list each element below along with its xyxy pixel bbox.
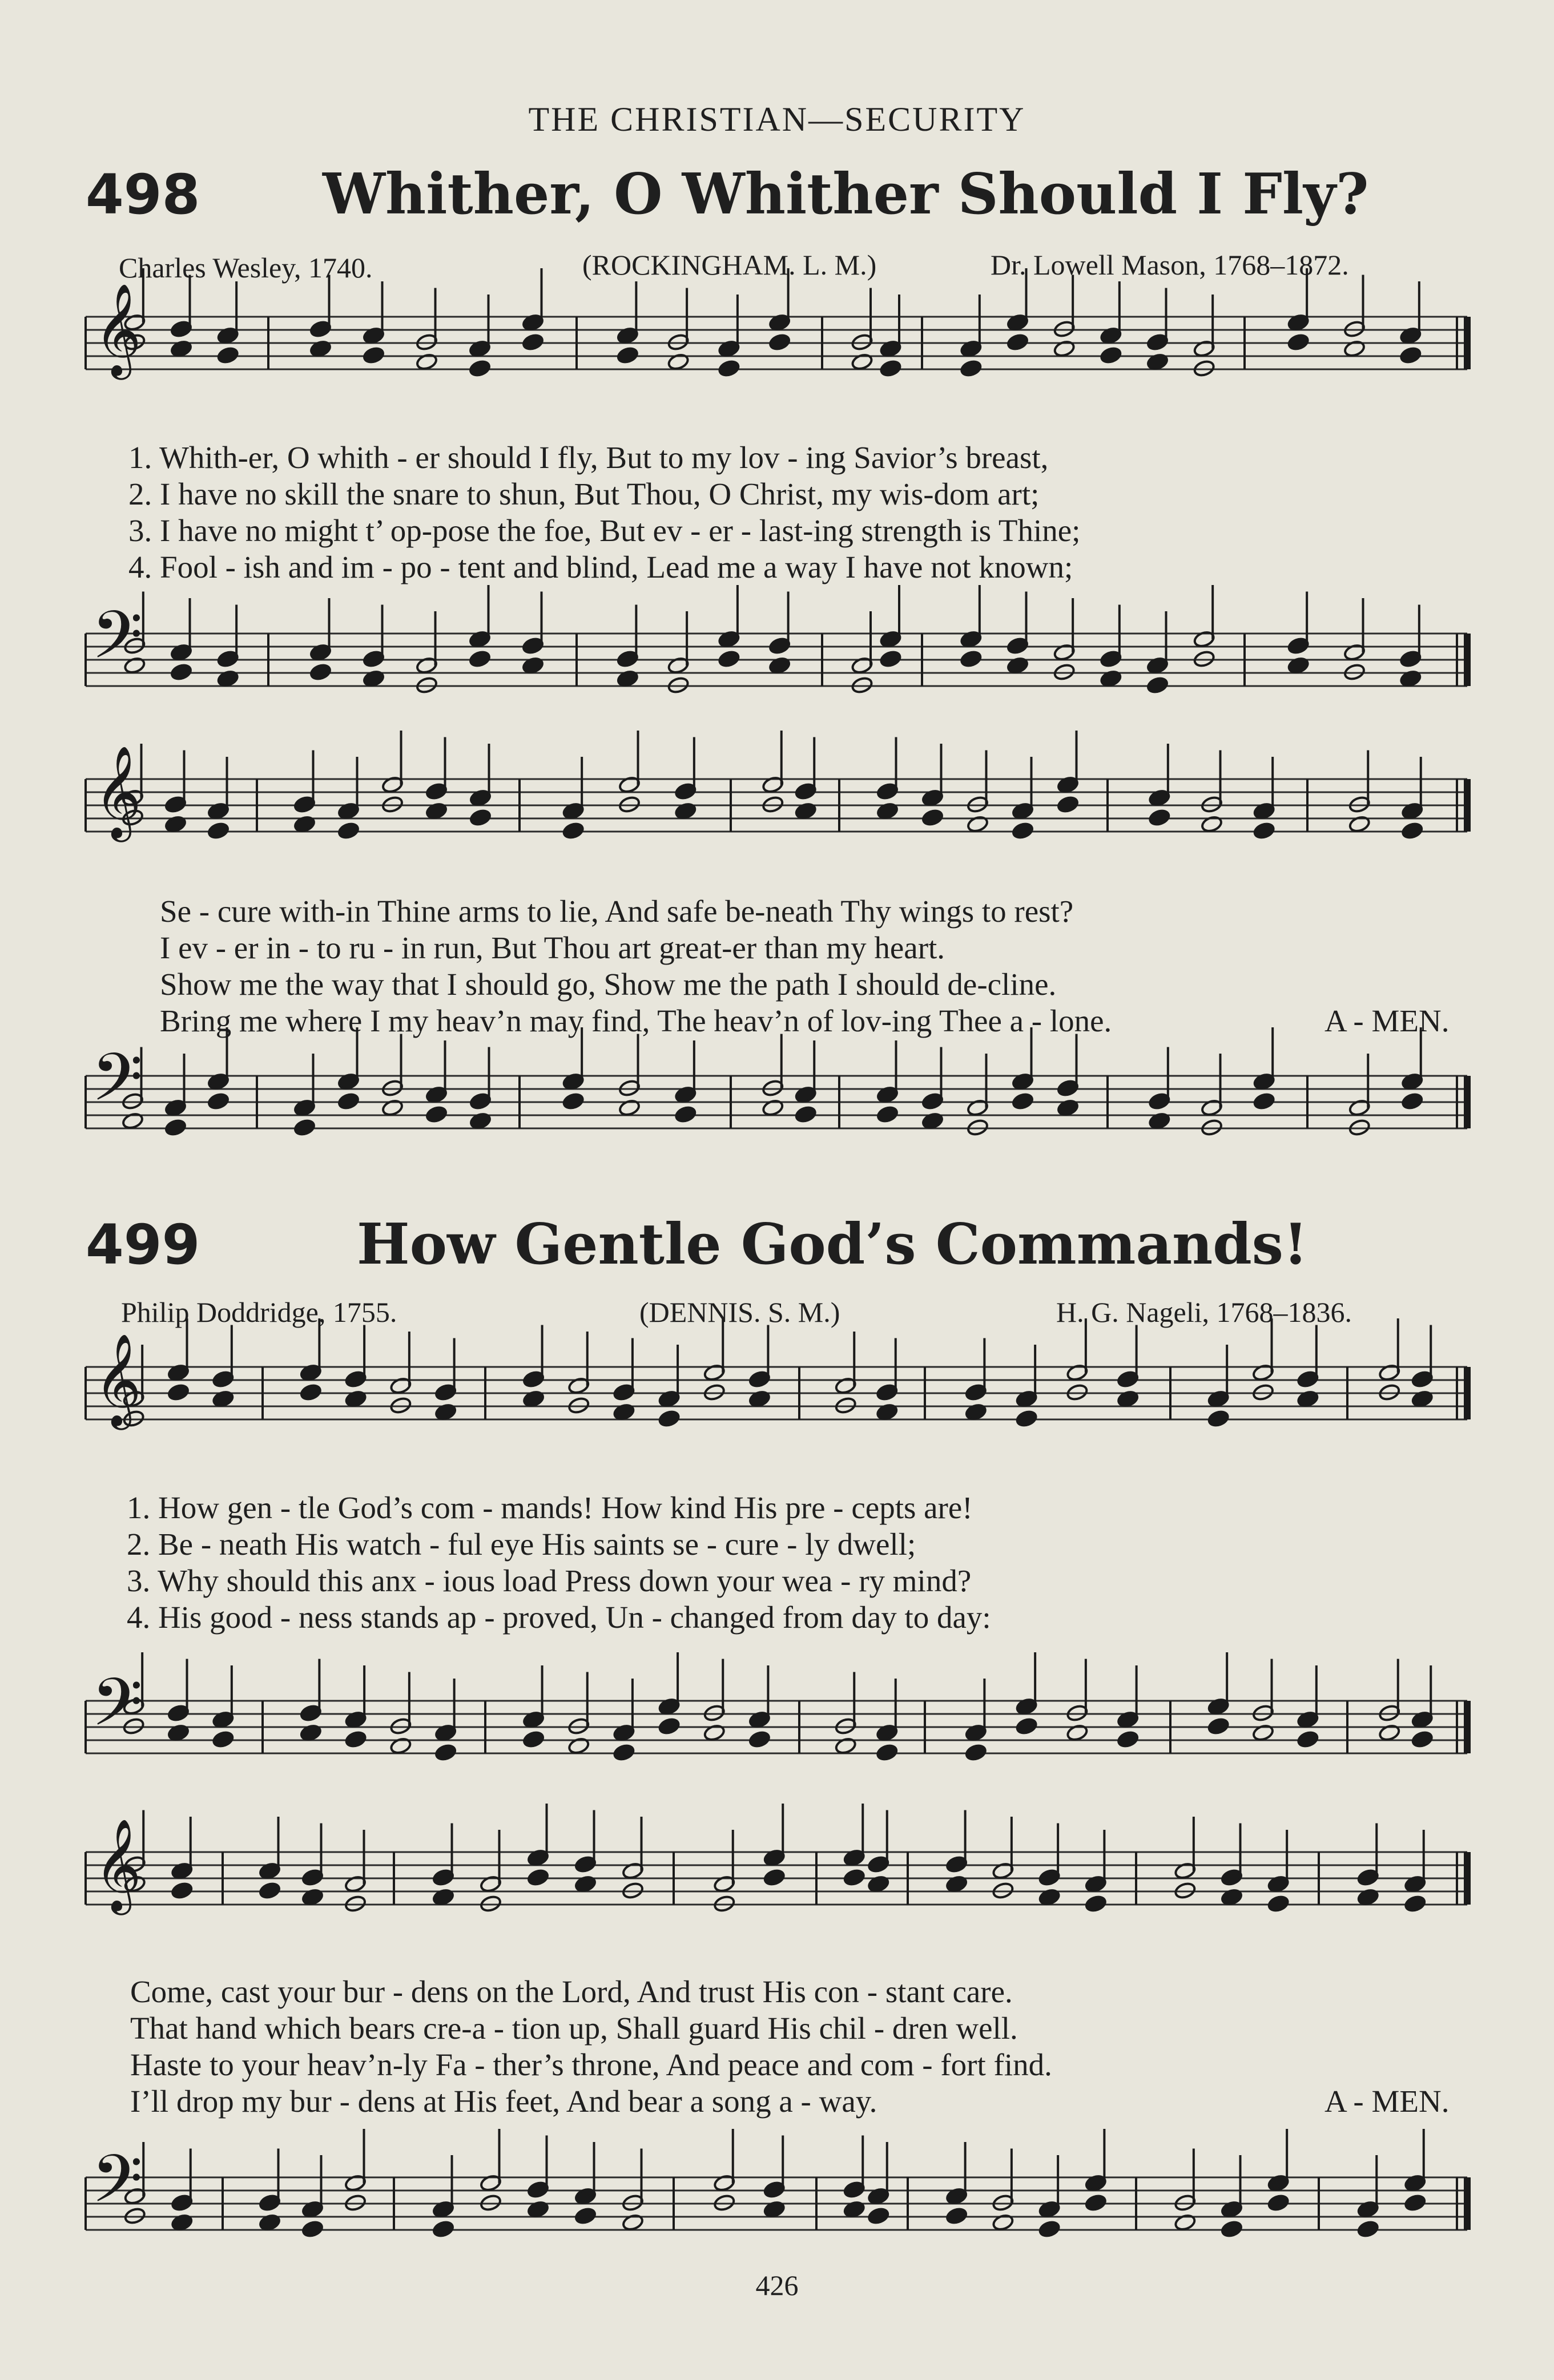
note-head [527, 1868, 549, 1886]
bass-clef-icon: 𝄢 [91, 1039, 143, 1132]
note-head [879, 359, 901, 377]
note-head [1411, 1730, 1434, 1748]
note-head [658, 1409, 680, 1427]
note-head [337, 1092, 360, 1110]
note-head [293, 1118, 316, 1136]
note-head [1015, 1717, 1037, 1735]
note-head [164, 1118, 187, 1136]
note-head [1404, 2193, 1426, 2212]
note-head [718, 650, 740, 668]
note-head [1085, 1894, 1107, 1913]
bass-clef-icon: 𝄢 [91, 597, 143, 690]
note-head [574, 2206, 597, 2225]
note-head [1399, 346, 1422, 364]
note-head [960, 359, 982, 377]
note-head [1401, 821, 1423, 840]
verse-line: Show me the way that I should go, Show me the path I should de-cline. [160, 967, 1057, 1002]
verse-line: 2. I have no skill the snare to shun, But Thou, O Christ, my wis-dom art; [128, 477, 1040, 511]
note-head [301, 2220, 324, 2238]
verse-line: Haste to your heav’n-ly Fa - ther’s throne, And peace and com - fort find. [130, 2047, 1052, 2082]
treble-clef-icon: 𝄞 [94, 745, 142, 838]
note-head [1401, 1092, 1423, 1110]
note-head [344, 1730, 367, 1748]
note-head [1207, 1717, 1229, 1735]
note-head [522, 333, 544, 351]
note-head [748, 1730, 771, 1748]
note-head [1146, 676, 1169, 694]
note-head [876, 1105, 899, 1123]
treble-clef-icon: 𝄞 [94, 283, 142, 376]
note-head [843, 1868, 865, 1886]
note-head [562, 1092, 584, 1110]
note-head [960, 650, 982, 668]
note-head [617, 346, 639, 364]
note-head [1207, 1409, 1229, 1427]
hymn-499-title: How Gentle God’s Commands! [357, 1212, 1308, 1277]
note-head [337, 821, 360, 840]
note-head [216, 346, 239, 364]
note-head [1007, 333, 1029, 351]
page-number: 426 [755, 2269, 799, 2301]
note-head [207, 821, 230, 840]
bass-clef-icon: 𝄢 [91, 2141, 143, 2234]
note-head [945, 2206, 968, 2225]
note-head [1057, 795, 1079, 813]
verse-line: 4. His good - ness stands ap - proved, Un - changed from day to day: [127, 1600, 991, 1635]
verse-line: Bring me where I my heav’n may find, The heav’n of lov-ing Thee a - lone. [160, 1003, 1112, 1038]
note-head [309, 663, 332, 681]
note-head [469, 808, 492, 826]
note-head [1117, 1730, 1139, 1748]
hymn-498-tune: (ROCKINGHAM. L. M.) [582, 249, 877, 281]
hymn-498-author: Charles Wesley, 1740. [119, 252, 373, 284]
note-head [1100, 346, 1122, 364]
note-head [658, 1717, 680, 1735]
note-head [363, 346, 385, 364]
note-head [167, 1383, 190, 1401]
note-head [674, 1105, 697, 1123]
note-head [522, 1730, 545, 1748]
note-head [1404, 1894, 1426, 1913]
verse-line: 3. Why should this anx - ious load Press down your wea - ry mind? [127, 1563, 972, 1598]
note-head [259, 1881, 281, 1899]
note-head [718, 359, 740, 377]
verse-line: 4. Fool - ish and im - po - tent and blind, Lead me a way I have not known; [128, 550, 1073, 584]
verse-line: 1. Whith-er, O whith - er should I fly, But to my lov - ing Savior’s breast, [128, 440, 1049, 475]
note-head [170, 663, 192, 681]
hymn-499-composer: H. G. Nageli, 1768–1836. [1056, 1296, 1352, 1328]
note-head [1085, 2193, 1107, 2212]
note-head [1015, 1409, 1037, 1427]
note-head [1253, 821, 1275, 840]
note-head [867, 2206, 889, 2225]
note-head [1253, 1092, 1275, 1110]
note-head [425, 1105, 448, 1123]
note-head [1267, 1894, 1289, 1913]
hymn-498-title: Whither, O Whither Should I Fly? [323, 162, 1369, 227]
note-head [1038, 2220, 1060, 2238]
hymn-498-composer: Dr. Lowell Mason, 1768–1872. [991, 249, 1349, 281]
note-head [1297, 1730, 1319, 1748]
bass-clef-icon: 𝄢 [91, 1664, 143, 1757]
note-head [469, 359, 491, 377]
verse-line: 2. Be - neath His watch - ful eye His saints se - cure - ly dwell; [127, 1527, 916, 1562]
note-head [469, 650, 491, 668]
note-head [921, 808, 944, 826]
section-header: THE CHRISTIAN—SECURITY [528, 100, 1026, 138]
hymn-499-number: 499 [86, 1213, 200, 1277]
treble-clef-icon: 𝄞 [94, 1333, 142, 1426]
verse-line: 1. How gen - tle God’s com - mands! How kind His pre - cepts are! [127, 1490, 973, 1525]
note-head [879, 650, 901, 668]
note-head [965, 1743, 987, 1761]
note-head [432, 2220, 454, 2238]
hymn-498-number: 498 [86, 163, 200, 227]
hymn-499-amen: A - MEN. [1324, 2084, 1450, 2119]
verse-line: Se - cure with-in Thine arms to lie, And safe be-neath Thy wings to rest? [160, 894, 1074, 929]
note-head [171, 1881, 193, 1899]
treble-clef-icon: 𝄞 [94, 1818, 142, 1911]
verse-line: 3. I have no might t’ op-pose the foe, But ev - er - last-ing strength is Thine; [128, 513, 1081, 548]
note-head [1267, 2193, 1289, 2212]
note-head [562, 821, 584, 840]
note-head [1221, 2220, 1243, 2238]
note-head [795, 1105, 817, 1123]
note-head [300, 1383, 322, 1401]
verse-line: I’ll drop my bur - dens at His feet, And bear a song a - way. [130, 2084, 877, 2119]
note-head [1287, 333, 1309, 351]
note-head [613, 1743, 635, 1761]
note-head [876, 1743, 898, 1761]
note-head [1357, 2220, 1379, 2238]
note-head [763, 1868, 786, 1886]
hymn-499-tune: (DENNIS. S. M.) [639, 1296, 840, 1328]
note-head [1148, 808, 1170, 826]
note-head [768, 333, 791, 351]
hymn-499-author: Philip Doddridge, 1755. [121, 1296, 397, 1328]
verse-line: Come, cast your bur - dens on the Lord, And trust His con - stant care. [130, 1974, 1013, 2009]
note-head [212, 1730, 234, 1748]
note-head [1012, 1092, 1034, 1110]
note-head [434, 1743, 457, 1761]
note-head [1012, 821, 1034, 840]
note-head [207, 1092, 230, 1110]
verse-line: I ev - er in - to ru - in run, But Thou art great-er than my heart. [160, 930, 945, 965]
hymn-498-amen: A - MEN. [1324, 1003, 1450, 1038]
verse-line: That hand which bears cre-a - tion up, Shall guard His chil - dren well. [130, 2011, 1018, 2046]
